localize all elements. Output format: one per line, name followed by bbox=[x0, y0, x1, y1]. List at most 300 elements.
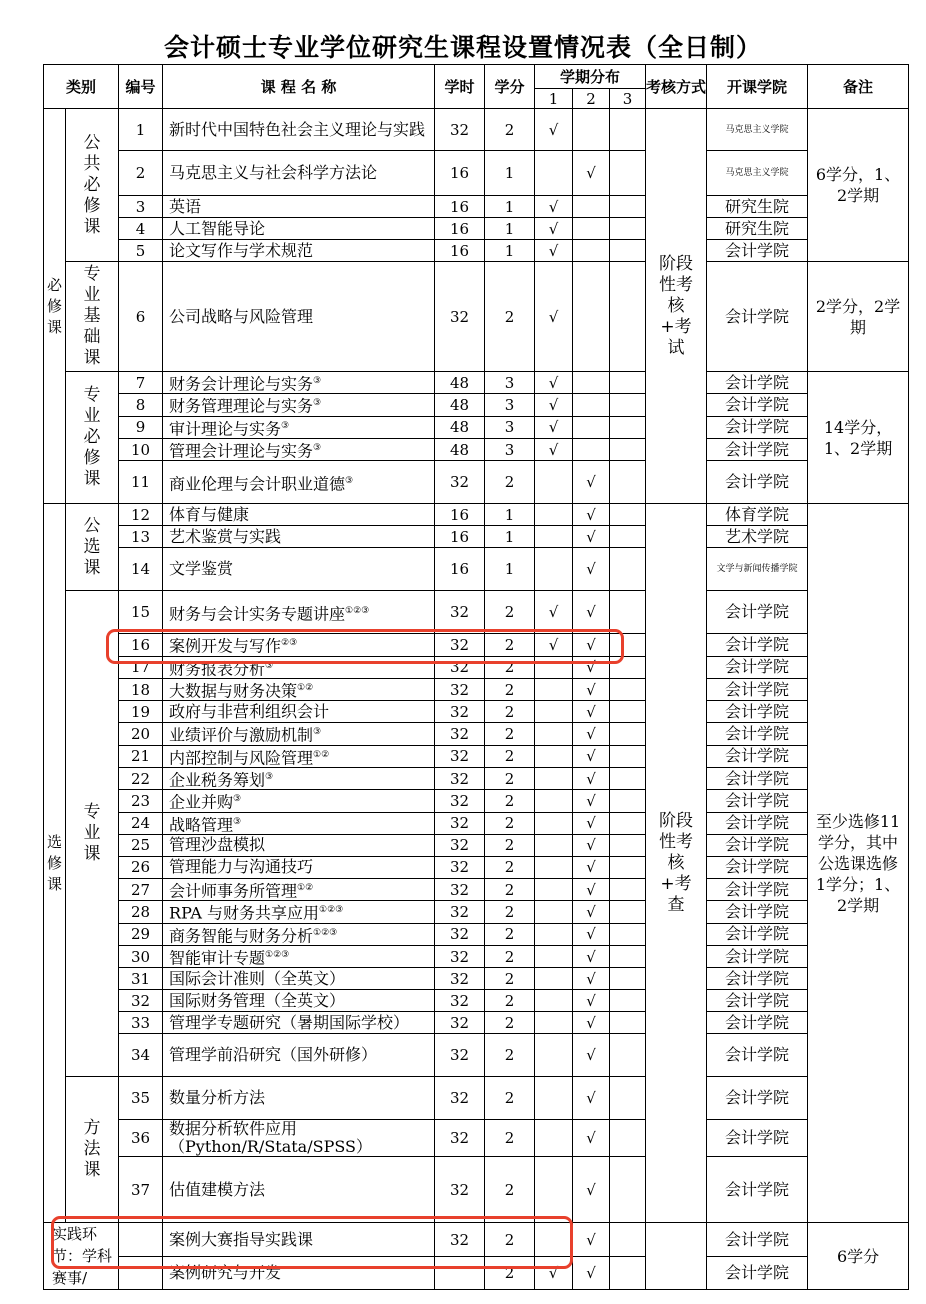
course-hours: 16 bbox=[435, 548, 485, 591]
course-hours: 32 bbox=[435, 878, 485, 900]
course-name bbox=[163, 767, 435, 789]
term-2-check: √ bbox=[573, 1012, 610, 1034]
course-name-text: 文学鉴赏 bbox=[169, 559, 234, 579]
course-no: 16 bbox=[119, 634, 163, 656]
header-hours: 学时 bbox=[435, 65, 485, 109]
course-hours: 32 bbox=[435, 945, 485, 967]
table-row bbox=[44, 767, 909, 789]
course-dept: 马克思主义学院 bbox=[707, 109, 808, 151]
term-1-check bbox=[535, 1012, 573, 1034]
term-3-check bbox=[610, 834, 646, 856]
term-3-check bbox=[610, 945, 646, 967]
course-name bbox=[163, 240, 435, 262]
course-no: 7 bbox=[119, 372, 163, 394]
course-hours: 32 bbox=[435, 591, 485, 634]
term-2-check: √ bbox=[573, 968, 610, 990]
course-name-text: 智能审计专题 bbox=[169, 948, 266, 968]
note-n3: 14学分，1、2学期 bbox=[808, 372, 909, 504]
course-name bbox=[163, 109, 435, 151]
course-no: 31 bbox=[119, 968, 163, 990]
course-hours: 16 bbox=[435, 526, 485, 548]
term-2-check: √ bbox=[573, 526, 610, 548]
course-no: 14 bbox=[119, 548, 163, 591]
term-1-check: √ bbox=[535, 591, 573, 634]
table-row bbox=[44, 416, 909, 438]
footnote-marks: ①②③ bbox=[313, 927, 338, 938]
term-2-check: √ bbox=[573, 151, 610, 196]
course-name bbox=[163, 461, 435, 504]
course-name bbox=[163, 372, 435, 394]
course-credits: 2 bbox=[485, 923, 535, 945]
course-name bbox=[163, 262, 435, 372]
course-dept: 会计学院 bbox=[707, 812, 808, 834]
course-name bbox=[163, 416, 435, 438]
course-hours: 32 bbox=[435, 901, 485, 923]
term-2-check bbox=[573, 218, 610, 240]
course-dept: 会计学院 bbox=[707, 723, 808, 745]
term-1-check: √ bbox=[535, 372, 573, 394]
course-hours: 48 bbox=[435, 372, 485, 394]
term-1-check bbox=[535, 1077, 573, 1120]
course-credits: 1 bbox=[485, 240, 535, 262]
footnote-marks: ①② bbox=[313, 749, 330, 760]
table-row bbox=[44, 990, 909, 1012]
term-3-check bbox=[610, 438, 646, 460]
term-2-check: √ bbox=[573, 812, 610, 834]
term-1-check: √ bbox=[535, 196, 573, 218]
course-name-text: 英语 bbox=[169, 196, 202, 216]
course-name bbox=[163, 678, 435, 700]
table-row bbox=[44, 878, 909, 900]
course-name bbox=[163, 438, 435, 460]
term-2-check: √ bbox=[573, 548, 610, 591]
footnote-marks: ③ bbox=[313, 376, 322, 386]
term-2-check: √ bbox=[573, 591, 610, 634]
course-hours: 32 bbox=[435, 701, 485, 723]
header-no: 编号 bbox=[119, 65, 163, 109]
term-1-check bbox=[535, 968, 573, 990]
term-3-check bbox=[610, 1077, 646, 1120]
course-name-text: 财务会计理论与实务 bbox=[169, 374, 314, 394]
term-2-check: √ bbox=[573, 678, 610, 700]
course-credits: 2 bbox=[485, 723, 535, 745]
course-hours: 32 bbox=[435, 1034, 485, 1077]
term-1-check bbox=[535, 856, 573, 878]
course-no: 21 bbox=[119, 745, 163, 767]
term-1-check bbox=[535, 1034, 573, 1077]
course-credits: 3 bbox=[485, 416, 535, 438]
term-2-check: √ bbox=[573, 504, 610, 526]
course-name-text: 管理会计理论与实务 bbox=[169, 441, 314, 461]
table-row bbox=[44, 218, 909, 240]
course-hours: 32 bbox=[435, 1012, 485, 1034]
course-credits: 2 bbox=[485, 262, 535, 372]
course-no: 18 bbox=[119, 678, 163, 700]
table-row bbox=[44, 1157, 909, 1223]
course-hours: 32 bbox=[435, 767, 485, 789]
course-name-text: 数据分析软件应用（Python/R/Stata/SPSS） bbox=[169, 1119, 372, 1157]
term-1-check bbox=[535, 990, 573, 1012]
footnote-marks: ③ bbox=[313, 442, 322, 453]
course-hours: 32 bbox=[435, 1157, 485, 1223]
table-row bbox=[44, 790, 909, 812]
course-dept: 会计学院 bbox=[707, 372, 808, 394]
header-term-1: 1 bbox=[535, 89, 573, 109]
footnote-marks: ①② bbox=[297, 682, 314, 693]
course-name-text: 马克思主义与社会科学方法论 bbox=[169, 163, 378, 182]
term-2-check: √ bbox=[573, 790, 610, 812]
course-dept: 会计学院 bbox=[707, 461, 808, 504]
table-row bbox=[44, 262, 909, 372]
term-2-check: √ bbox=[573, 923, 610, 945]
course-no: 1 bbox=[119, 109, 163, 151]
course-name bbox=[163, 723, 435, 745]
course-dept: 会计学院 bbox=[707, 901, 808, 923]
term-2-check bbox=[573, 262, 610, 372]
course-name-text: 管理学专题研究（暑期国际学校） bbox=[169, 1012, 410, 1032]
footnote-marks: ③ bbox=[233, 794, 242, 805]
course-hours: 32 bbox=[435, 1077, 485, 1120]
course-dept: 会计学院 bbox=[707, 1120, 808, 1157]
course-name bbox=[163, 591, 435, 634]
group-required: 必修课 bbox=[44, 109, 66, 504]
course-hours: 32 bbox=[435, 856, 485, 878]
course-name-text: 企业税务筹划 bbox=[169, 770, 266, 790]
term-3-check bbox=[610, 856, 646, 878]
header-term-2: 2 bbox=[573, 89, 610, 109]
term-3-check bbox=[610, 678, 646, 700]
course-credits: 2 bbox=[485, 968, 535, 990]
term-2-check: √ bbox=[573, 745, 610, 767]
table-row bbox=[44, 372, 909, 394]
highlight-box-row-16 bbox=[106, 629, 624, 664]
course-dept: 会计学院 bbox=[707, 634, 808, 656]
table-row bbox=[44, 461, 909, 504]
term-1-check: √ bbox=[535, 416, 573, 438]
course-credits: 2 bbox=[485, 990, 535, 1012]
header-term-3: 3 bbox=[610, 89, 646, 109]
course-no: 13 bbox=[119, 526, 163, 548]
course-dept: 文学与新闻传播学院 bbox=[707, 548, 808, 591]
term-2-check bbox=[573, 416, 610, 438]
table-row bbox=[44, 834, 909, 856]
term-3-check bbox=[610, 416, 646, 438]
course-name bbox=[163, 901, 435, 923]
course-name-text: 管理沙盘模拟 bbox=[169, 835, 266, 855]
term-2-check: √ bbox=[573, 1077, 610, 1120]
course-hours: 16 bbox=[435, 218, 485, 240]
course-credits: 2 bbox=[485, 856, 535, 878]
term-1-check bbox=[535, 812, 573, 834]
term-2-check: √ bbox=[573, 856, 610, 878]
course-credits: 2 bbox=[485, 591, 535, 634]
course-hours: 32 bbox=[435, 1120, 485, 1157]
course-credits: 3 bbox=[485, 394, 535, 416]
term-2-check: √ bbox=[573, 878, 610, 900]
course-no: 10 bbox=[119, 438, 163, 460]
term-2-check: √ bbox=[573, 634, 610, 656]
course-no: 19 bbox=[119, 701, 163, 723]
course-name-text: 估值建模方法 bbox=[169, 1179, 266, 1199]
course-no: 2 bbox=[119, 151, 163, 196]
term-2-check bbox=[573, 372, 610, 394]
term-3-check bbox=[610, 151, 646, 196]
exam-method-a: 阶段性考核+考试 bbox=[646, 109, 707, 504]
course-dept: 会计学院 bbox=[707, 945, 808, 967]
term-3-check bbox=[610, 1012, 646, 1034]
course-credits: 1 bbox=[485, 151, 535, 196]
highlight-box-practice bbox=[51, 1216, 573, 1269]
term-2-check: √ bbox=[573, 656, 610, 678]
term-3-check bbox=[610, 591, 646, 634]
term-2-check bbox=[573, 240, 610, 262]
group-major-elec: 专业课 bbox=[66, 591, 119, 1077]
course-credits: 2 bbox=[485, 790, 535, 812]
course-credits: 1 bbox=[485, 548, 535, 591]
footnote-marks: ①② bbox=[297, 882, 314, 893]
course-no: 11 bbox=[119, 461, 163, 504]
course-name bbox=[163, 990, 435, 1012]
course-credits: 2 bbox=[485, 767, 535, 789]
table-row bbox=[44, 701, 909, 723]
table-row bbox=[44, 1120, 909, 1157]
footnote-marks: ③ bbox=[281, 420, 290, 431]
term-1-check bbox=[535, 701, 573, 723]
term-2-check: √ bbox=[573, 767, 610, 789]
footnote-marks: ③ bbox=[265, 771, 274, 782]
term-2-check: √ bbox=[573, 834, 610, 856]
group-method: 方法课 bbox=[66, 1077, 119, 1223]
group-elective: 选修课 bbox=[44, 504, 66, 1223]
course-name-text: 案例研究与开发 bbox=[169, 1263, 282, 1282]
course-hours: 16 bbox=[435, 240, 485, 262]
term-1-check bbox=[535, 945, 573, 967]
note-n5: 6学分 bbox=[808, 1223, 909, 1290]
table-row bbox=[44, 504, 909, 526]
course-name-text: 管理能力与沟通技巧 bbox=[169, 857, 314, 877]
table-row bbox=[44, 109, 909, 151]
course-name-text: 案例大赛指导实践课 bbox=[169, 1229, 314, 1249]
footnote-marks: ③ bbox=[233, 816, 242, 827]
course-credits: 1 bbox=[485, 526, 535, 548]
note-n4: 至少选修11学分，其中公选课选修1学分；1、2学期 bbox=[808, 504, 909, 1223]
group-major-req: 专业必修课 bbox=[66, 372, 119, 504]
course-dept: 研究生院 bbox=[707, 196, 808, 218]
course-no: 12 bbox=[119, 504, 163, 526]
course-hours: 32 bbox=[435, 461, 485, 504]
course-name-text: 商业伦理与会计职业道德 bbox=[169, 473, 346, 493]
term-3-check bbox=[610, 262, 646, 372]
course-no: 28 bbox=[119, 901, 163, 923]
course-dept: 会计学院 bbox=[707, 1157, 808, 1223]
course-hours: 16 bbox=[435, 504, 485, 526]
table-row bbox=[44, 526, 909, 548]
term-1-check: √ bbox=[535, 218, 573, 240]
course-dept: 研究生院 bbox=[707, 218, 808, 240]
course-name bbox=[163, 1034, 435, 1077]
course-name-text: 政府与非营利组织会计 bbox=[169, 701, 330, 721]
term-3-check bbox=[610, 196, 646, 218]
term-1-check bbox=[535, 745, 573, 767]
term-1-check bbox=[535, 901, 573, 923]
course-name-text: 财务与会计实务专题讲座 bbox=[169, 603, 346, 623]
course-name-text: 论文写作与学术规范 bbox=[169, 240, 314, 260]
note-n2: 2学分，2学期 bbox=[808, 262, 909, 372]
course-dept: 会计学院 bbox=[707, 856, 808, 878]
header-exam: 考核方式 bbox=[646, 65, 707, 109]
course-hours: 32 bbox=[435, 834, 485, 856]
course-no: 17 bbox=[119, 656, 163, 678]
course-no: 30 bbox=[119, 945, 163, 967]
table-row bbox=[44, 394, 909, 416]
term-2-check: √ bbox=[573, 945, 610, 967]
course-credits: 2 bbox=[485, 878, 535, 900]
course-hours: 32 bbox=[435, 745, 485, 767]
course-name bbox=[163, 1120, 435, 1157]
course-name-text: 案例开发与写作 bbox=[169, 636, 282, 656]
course-name bbox=[163, 151, 435, 196]
course-credits: 2 bbox=[485, 656, 535, 678]
course-no: 5 bbox=[119, 240, 163, 262]
course-name-text: 业绩评价与激励机制 bbox=[169, 725, 314, 745]
term-3-check bbox=[610, 878, 646, 900]
footnote-marks: ③ bbox=[313, 398, 322, 409]
table-row bbox=[44, 1012, 909, 1034]
course-name bbox=[163, 945, 435, 967]
course-hours: 32 bbox=[435, 723, 485, 745]
term-1-check bbox=[535, 1120, 573, 1157]
term-1-check bbox=[535, 151, 573, 196]
course-name bbox=[163, 1012, 435, 1034]
course-dept: 会计学院 bbox=[707, 656, 808, 678]
course-no: 23 bbox=[119, 790, 163, 812]
table-row bbox=[44, 678, 909, 700]
course-name-text: 会计师事务所管理 bbox=[169, 881, 298, 901]
term-3-check bbox=[610, 240, 646, 262]
term-1-check bbox=[535, 678, 573, 700]
course-dept: 会计学院 bbox=[707, 878, 808, 900]
course-hours: 16 bbox=[435, 151, 485, 196]
exam-method-empty bbox=[646, 1223, 707, 1290]
course-credits: 2 bbox=[485, 945, 535, 967]
header-dept: 开课学院 bbox=[707, 65, 808, 109]
term-3-check bbox=[610, 812, 646, 834]
table-row bbox=[44, 548, 909, 591]
footnote-marks: ①②③ bbox=[265, 949, 290, 960]
course-credits: 3 bbox=[485, 372, 535, 394]
header-note: 备注 bbox=[808, 65, 909, 109]
course-no: 37 bbox=[119, 1157, 163, 1223]
term-3-check bbox=[610, 109, 646, 151]
term-3-check bbox=[610, 1120, 646, 1157]
course-no: 24 bbox=[119, 812, 163, 834]
course-dept: 马克思主义学院 bbox=[707, 151, 808, 196]
term-3-check bbox=[610, 901, 646, 923]
course-dept: 会计学院 bbox=[707, 990, 808, 1012]
footnote-marks: ③ bbox=[313, 727, 322, 738]
table-row bbox=[44, 945, 909, 967]
term-2-check: √ bbox=[573, 1223, 610, 1257]
exam-method-b: 阶段性考核+考查 bbox=[646, 504, 707, 1223]
course-credits: 2 bbox=[485, 1157, 535, 1223]
term-3-check bbox=[610, 701, 646, 723]
course-name-text: 新时代中国特色社会主义理论与实践 bbox=[169, 119, 426, 139]
term-2-check bbox=[573, 109, 610, 151]
course-no: 8 bbox=[119, 394, 163, 416]
course-credits: 2 bbox=[485, 461, 535, 504]
table-row bbox=[44, 1034, 909, 1077]
course-no: 3 bbox=[119, 196, 163, 218]
course-credits: 2 bbox=[485, 834, 535, 856]
term-2-check: √ bbox=[573, 1120, 610, 1157]
term-2-check: √ bbox=[573, 990, 610, 1012]
course-no: 9 bbox=[119, 416, 163, 438]
term-1-check: √ bbox=[535, 634, 573, 656]
course-name bbox=[163, 1077, 435, 1120]
course-name bbox=[163, 856, 435, 878]
term-1-check bbox=[535, 1157, 573, 1223]
course-name-text: 人工智能导论 bbox=[169, 218, 266, 238]
term-2-check: √ bbox=[573, 461, 610, 504]
term-3-check bbox=[610, 504, 646, 526]
term-1-check bbox=[535, 504, 573, 526]
table-row bbox=[44, 438, 909, 460]
course-no: 4 bbox=[119, 218, 163, 240]
course-hours: 32 bbox=[435, 990, 485, 1012]
term-3-check bbox=[610, 218, 646, 240]
header-name: 课 程 名 称 bbox=[163, 65, 435, 109]
course-dept: 会计学院 bbox=[707, 1223, 808, 1257]
course-dept: 会计学院 bbox=[707, 678, 808, 700]
course-dept: 会计学院 bbox=[707, 968, 808, 990]
footnote-marks: ②③ bbox=[281, 638, 298, 649]
course-no: 34 bbox=[119, 1034, 163, 1077]
term-2-check bbox=[573, 394, 610, 416]
course-dept: 会计学院 bbox=[707, 394, 808, 416]
term-1-check bbox=[535, 723, 573, 745]
course-no: 26 bbox=[119, 856, 163, 878]
table-row bbox=[44, 240, 909, 262]
course-name bbox=[163, 196, 435, 218]
course-dept: 会计学院 bbox=[707, 1077, 808, 1120]
course-credits: 2 bbox=[485, 1256, 535, 1290]
term-1-check bbox=[535, 790, 573, 812]
course-name-text: 企业并购 bbox=[169, 792, 234, 812]
term-1-check: √ bbox=[535, 1256, 573, 1290]
course-credits: 2 bbox=[485, 1077, 535, 1120]
course-name bbox=[163, 701, 435, 723]
term-3-check bbox=[610, 461, 646, 504]
course-hours: 32 bbox=[435, 262, 485, 372]
course-name-text: 艺术鉴赏与实践 bbox=[169, 526, 282, 546]
course-dept: 会计学院 bbox=[707, 240, 808, 262]
table-row bbox=[44, 591, 909, 634]
term-3-check bbox=[610, 723, 646, 745]
term-2-check bbox=[573, 196, 610, 218]
footnote-marks: ③ bbox=[265, 660, 274, 671]
footnote-marks: ③ bbox=[345, 475, 354, 486]
course-dept: 会计学院 bbox=[707, 1012, 808, 1034]
term-3-check bbox=[610, 1223, 646, 1257]
course-no: 35 bbox=[119, 1077, 163, 1120]
term-1-check: √ bbox=[535, 240, 573, 262]
footnote-marks: ①②③ bbox=[345, 605, 370, 616]
course-name-text: 战略管理 bbox=[169, 814, 234, 834]
course-name-text: RPA 与财务共享应用 bbox=[169, 903, 320, 923]
term-2-check: √ bbox=[573, 723, 610, 745]
course-dept: 会计学院 bbox=[707, 416, 808, 438]
course-name-text: 财务管理理论与实务 bbox=[169, 396, 314, 416]
